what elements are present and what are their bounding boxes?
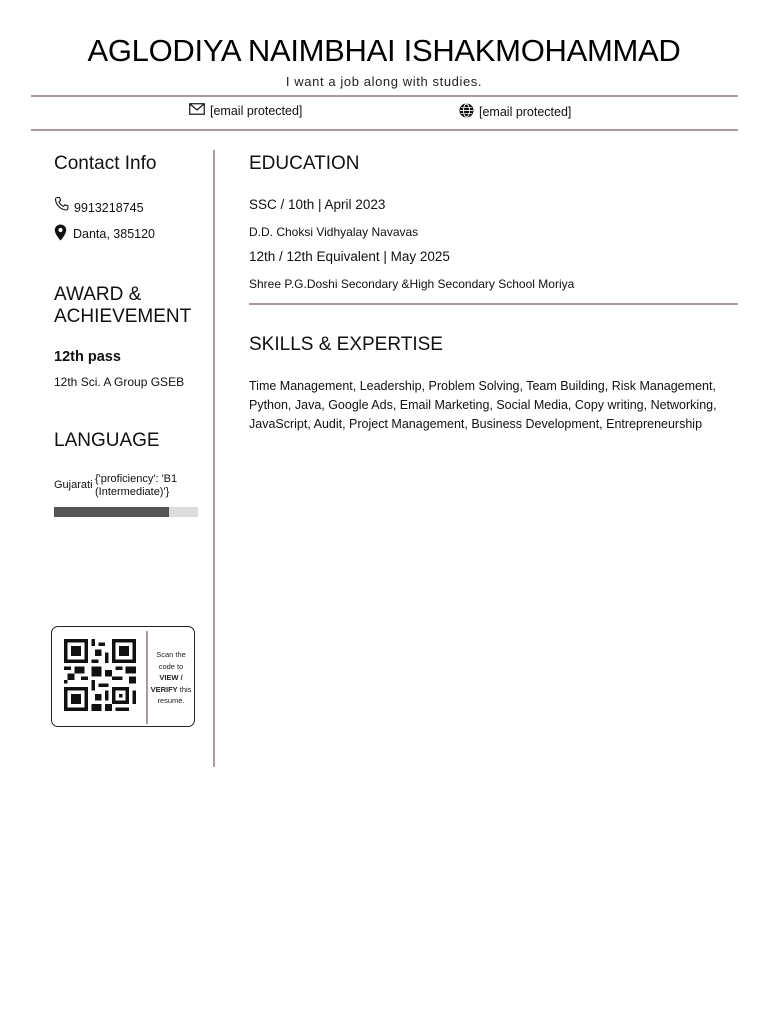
- qr-caption-line2: this resume.: [157, 684, 192, 705]
- envelope-icon: [189, 103, 205, 118]
- award-title: 12th pass: [54, 349, 121, 365]
- education-degree: 12th / 12th Equivalent | May 2025: [249, 249, 450, 264]
- qr-code-icon[interactable]: [64, 639, 136, 716]
- language-name: Gujarati: [54, 479, 93, 491]
- education-heading: EDUCATION: [249, 153, 360, 174]
- email-row-2: [459, 103, 571, 121]
- language-heading: LANGUAGE: [54, 430, 160, 451]
- contact-heading: Contact Info: [54, 153, 157, 174]
- award-description: 12th Sci. A Group GSEB: [54, 375, 185, 389]
- address: Danta, 385120: [73, 227, 156, 241]
- tagline: I want a job along with studies.: [285, 74, 483, 89]
- header-divider-bottom: [31, 129, 738, 131]
- qr-caption-line1: Scan the code to: [156, 650, 186, 671]
- qr-divider: [146, 631, 148, 724]
- education-school: Shree P.G.Doshi Secondary &High Secondary School Moriya: [249, 277, 575, 291]
- language-level-bar: [54, 507, 198, 517]
- address-row: [54, 224, 155, 244]
- skills-list: Time Management, Leadership, Problem Solving, Team Building, Risk Management, Python, Java, Google Ads, Email Marketing, Social Media, Copy writing, Networking, JavaScript, Audit, Project Management, Business Development, Entrepreneurship: [249, 379, 717, 431]
- qr-caption-verify: VIEW / VERIFY: [150, 673, 183, 694]
- qr-verify-card[interactable]: [51, 626, 195, 727]
- email-link-2[interactable]: [email protected]: [479, 105, 572, 119]
- candidate-name: AGLODIYA NAIMBHAI ISHAKMOHAMMAD: [87, 33, 681, 68]
- phone-row: [54, 196, 144, 215]
- language-proficiency: {'proficiency': 'B1 (Intermediate)'}: [95, 473, 178, 498]
- education-degree: SSC / 10th | April 2023: [249, 197, 386, 212]
- email-link-1[interactable]: [email protected]: [210, 103, 303, 118]
- skills-heading: SKILLS & EXPERTISE: [249, 334, 443, 355]
- column-divider: [213, 150, 215, 767]
- award-heading: AWARD & ACHIEVEMENT: [54, 284, 192, 327]
- location-pin-icon: [54, 224, 67, 244]
- section-divider: [249, 303, 738, 305]
- language-level-fill: [54, 507, 169, 517]
- globe-icon: [459, 103, 474, 121]
- qr-caption: [149, 649, 193, 707]
- header-divider-top: [31, 95, 738, 97]
- email-row-1: [189, 103, 302, 118]
- education-school: D.D. Choksi Vidhyalay Navavas: [249, 225, 419, 239]
- phone-icon: [54, 196, 70, 215]
- phone-number: 9913218745: [74, 200, 144, 215]
